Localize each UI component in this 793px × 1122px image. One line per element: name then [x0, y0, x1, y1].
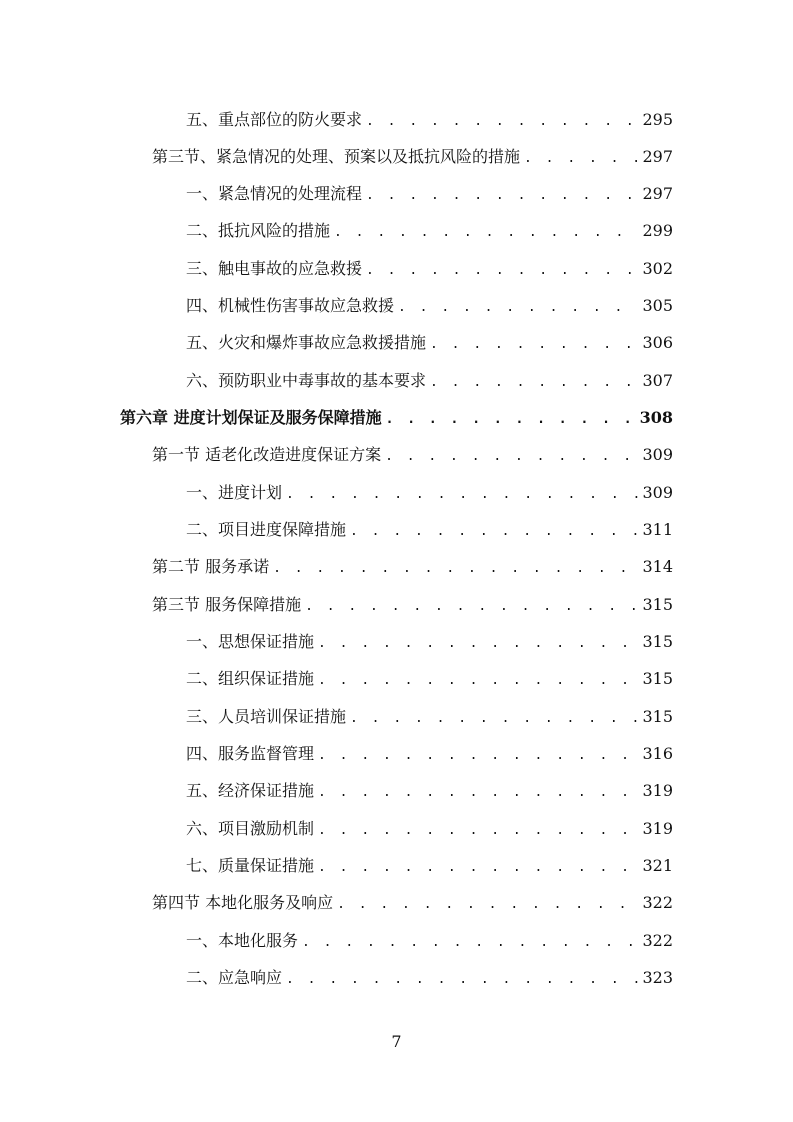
toc-entry-title: 第三节 服务保障措施 — [152, 595, 302, 614]
toc-entry-page: 297 — [642, 184, 673, 203]
toc-entry[interactable] — [186, 816, 673, 842]
toc-entry-page: 322 — [642, 893, 673, 912]
toc-entry-title: 二、项目进度保障措施 — [186, 520, 347, 539]
toc-entry[interactable] — [186, 293, 673, 319]
toc-entry-page: 319 — [642, 819, 673, 838]
toc-entry-title: 第二节 服务承诺 — [152, 557, 270, 576]
toc-entry-page: 322 — [642, 931, 673, 950]
toc-dot-leader — [302, 930, 638, 956]
toc-entry[interactable] — [186, 256, 673, 282]
toc-entry-title: 一、思想保证措施 — [186, 632, 315, 651]
toc-dot-leader — [430, 332, 638, 358]
toc-entry-page: 323 — [642, 968, 673, 987]
toc-entry-title: 一、进度计划 — [186, 483, 283, 502]
toc-entry-page: 306 — [642, 333, 673, 352]
toc-entry[interactable] — [152, 554, 673, 580]
toc-entry[interactable] — [152, 442, 673, 468]
toc-dot-leader — [366, 183, 638, 209]
toc-entry-title: 四、机械性伤害事故应急救援 — [186, 296, 395, 315]
toc-entry-title: 第三节、紧急情况的处理、预案以及抵抗风险的措施 — [152, 147, 521, 166]
toc-entry-page: 319 — [642, 781, 673, 800]
toc-entry-page: 307 — [642, 371, 673, 390]
toc-entry-page: 321 — [642, 856, 673, 875]
toc-dot-leader — [318, 668, 638, 694]
toc-entry-page: 308 — [639, 408, 673, 427]
toc-dot-leader — [318, 855, 638, 881]
toc-dot-leader — [430, 370, 638, 396]
toc-entry-page: 315 — [642, 707, 673, 726]
toc-entry-title: 三、人员培训保证措施 — [186, 707, 347, 726]
toc-entry-title: 六、项目激励机制 — [186, 819, 315, 838]
toc-dot-leader — [273, 556, 638, 582]
toc-entry-title: 第一节 适老化改造进度保证方案 — [152, 445, 382, 464]
toc-dot-leader — [305, 594, 638, 620]
toc-dot-leader — [334, 220, 638, 246]
toc-entry-page: 315 — [642, 632, 673, 651]
toc-entry-page: 299 — [642, 221, 673, 240]
toc-entry-page: 309 — [642, 445, 673, 464]
toc-entry-page: 302 — [642, 259, 673, 278]
toc-entry[interactable] — [186, 330, 673, 356]
toc-dot-leader — [366, 258, 638, 284]
toc-dot-leader — [350, 706, 638, 732]
toc-dot-leader — [386, 407, 636, 433]
toc-entry-page: 311 — [642, 520, 673, 539]
toc-entry[interactable] — [186, 181, 673, 207]
toc-entry-page: 315 — [642, 669, 673, 688]
toc-entry[interactable] — [186, 666, 673, 692]
toc-dot-leader — [318, 780, 638, 806]
toc-dot-leader — [318, 631, 638, 657]
toc-entry[interactable] — [152, 144, 673, 170]
toc-entry[interactable] — [186, 704, 673, 730]
toc-entry[interactable] — [186, 629, 673, 655]
toc-entry-title: 三、触电事故的应急救援 — [186, 259, 363, 278]
toc-entry-title: 一、本地化服务 — [186, 931, 299, 950]
toc-entry-title: 二、组织保证措施 — [186, 669, 315, 688]
toc-entry-page: 314 — [642, 557, 673, 576]
toc-dot-leader — [385, 444, 638, 470]
toc-dot-leader — [286, 482, 638, 508]
toc-entry-title: 二、应急响应 — [186, 968, 283, 987]
toc-entry-title: 一、紧急情况的处理流程 — [186, 184, 363, 203]
toc-dot-leader — [318, 818, 638, 844]
toc-entry-page: 297 — [642, 147, 673, 166]
toc-dot-leader — [337, 892, 638, 918]
toc-entry[interactable] — [186, 928, 673, 954]
toc-entry-title: 第六章 进度计划保证及服务保障措施 — [120, 408, 382, 427]
toc-dot-leader — [524, 146, 638, 172]
toc-entry[interactable] — [186, 218, 673, 244]
toc-entry[interactable] — [186, 741, 673, 767]
toc-entry[interactable] — [186, 778, 673, 804]
toc-entry-page: 316 — [642, 744, 673, 763]
toc-chapter-entry[interactable] — [120, 405, 673, 431]
toc-entry-title: 五、火灾和爆炸事故应急救援措施 — [186, 333, 427, 352]
toc-entry[interactable] — [186, 107, 673, 133]
toc-entry-page: 315 — [642, 595, 673, 614]
toc-entry-title: 七、质量保证措施 — [186, 856, 315, 875]
toc-entry[interactable] — [186, 480, 673, 506]
toc-dot-leader — [350, 519, 638, 545]
toc-entry-title: 第四节 本地化服务及响应 — [152, 893, 334, 912]
toc-entry[interactable] — [152, 592, 673, 618]
toc-entry-title: 五、经济保证措施 — [186, 781, 315, 800]
toc-entry-page: 305 — [642, 296, 673, 315]
toc-entry[interactable] — [186, 965, 673, 991]
toc-dot-leader — [318, 743, 638, 769]
toc-dot-leader — [398, 295, 638, 321]
page-number: 7 — [391, 1032, 402, 1051]
toc-entry[interactable] — [186, 853, 673, 879]
toc-entry-title: 四、服务监督管理 — [186, 744, 315, 763]
toc-entry[interactable] — [186, 517, 673, 543]
toc-entry[interactable] — [186, 368, 673, 394]
toc-entry-page: 295 — [642, 110, 673, 129]
toc-entry-page: 309 — [642, 483, 673, 502]
toc-entry-title: 五、重点部位的防火要求 — [186, 110, 363, 129]
toc-entry-title: 六、预防职业中毒事故的基本要求 — [186, 371, 427, 390]
toc-entry[interactable] — [152, 890, 673, 916]
toc-dot-leader — [366, 109, 638, 135]
toc-dot-leader — [286, 967, 638, 993]
toc-entry-title: 二、抵抗风险的措施 — [186, 221, 331, 240]
